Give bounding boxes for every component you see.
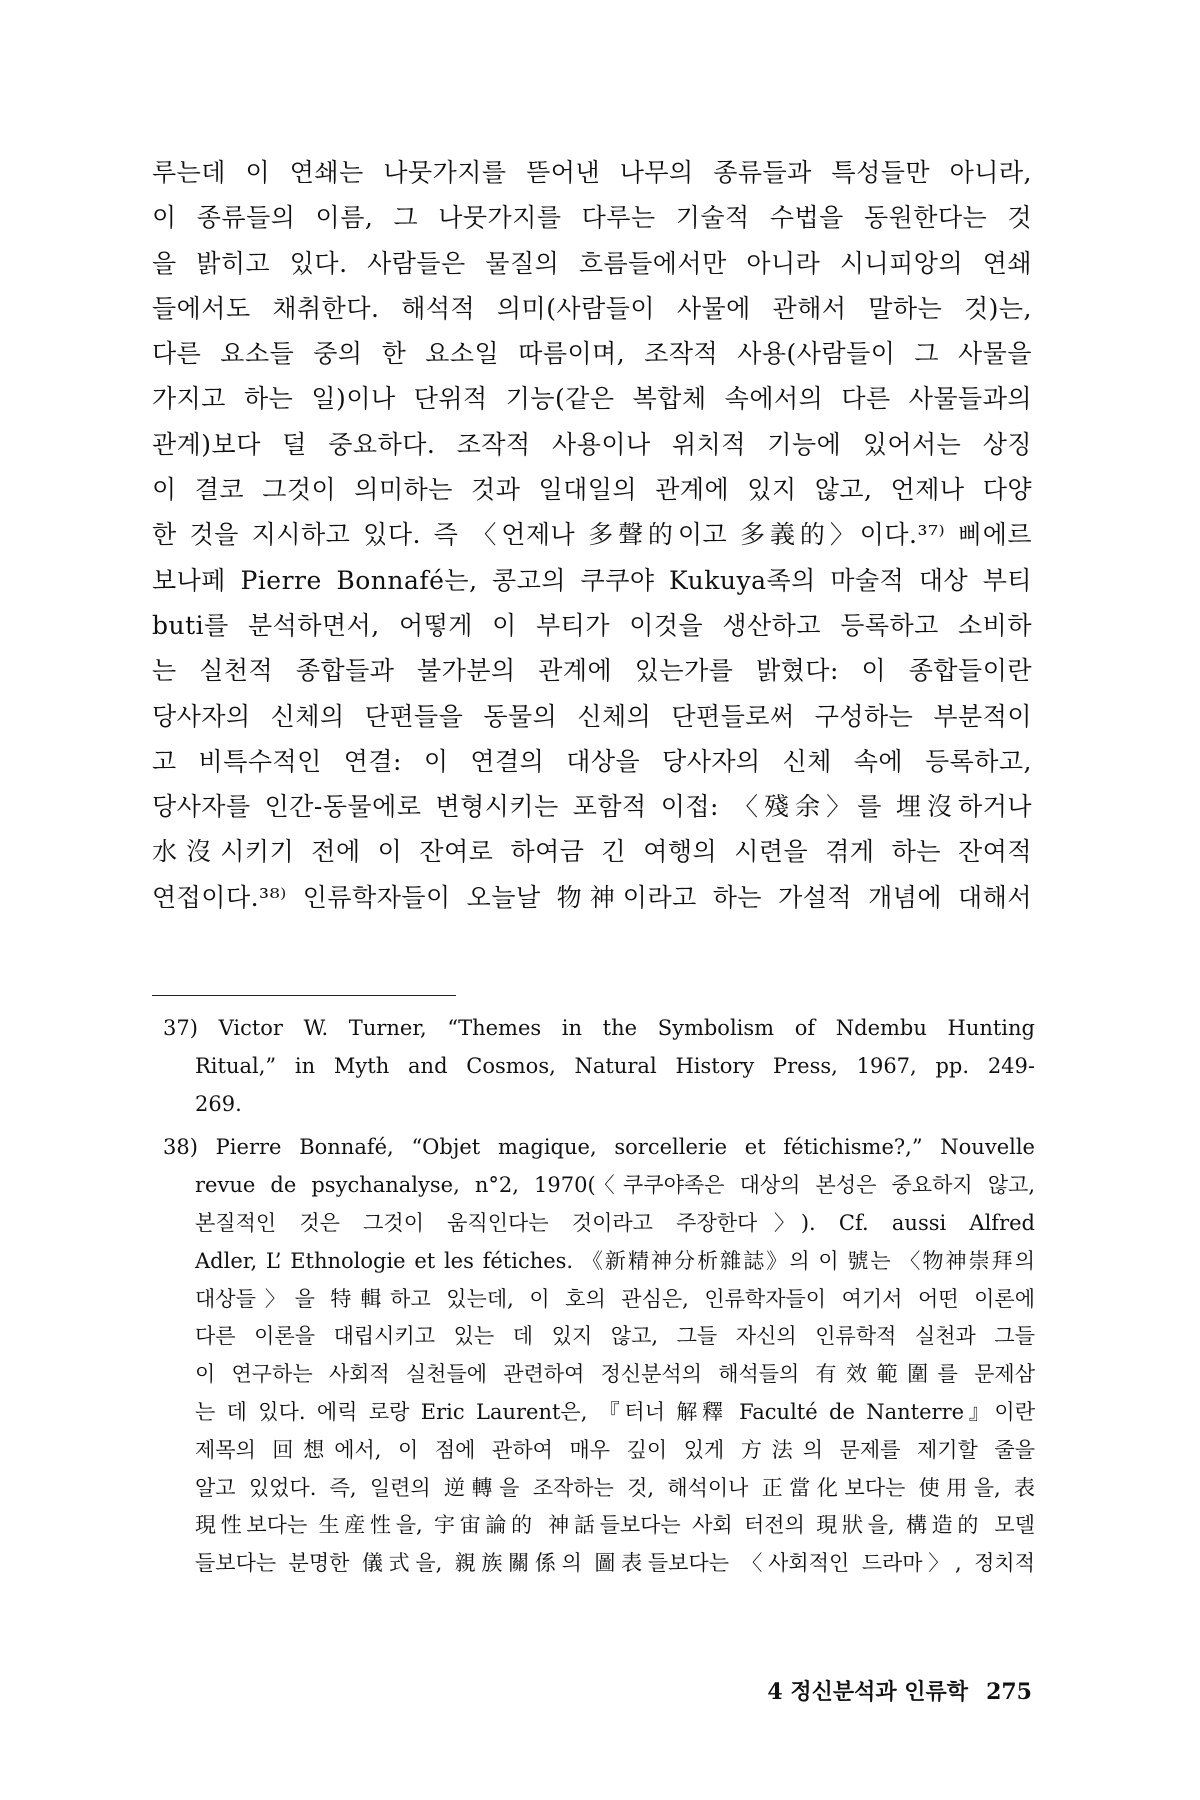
body-line: 루는데 이 연쇄는 나뭇가지를 뜯어낸 나무의 종류들과 특성들만 아니라, xyxy=(152,158,1032,187)
page-number: 275 xyxy=(986,1679,1032,1705)
footnote-line: 는 데 있다. 에릭 로랑 Eric Laurent은, 『터너 解釋 Faculté de Nanterre』이란 xyxy=(195,1399,1035,1424)
page-footer xyxy=(740,1674,1032,1710)
running-head: 4 정신분석과 인류학 xyxy=(767,1679,969,1705)
body-line: 을 밝히고 있다. 사람들은 물질의 흐름들에서만 아니라 시니피앙의 연쇄 xyxy=(152,248,1032,278)
body-line: 다른 요소들 중의 한 요소일 따름이며, 조작적 사용(사람들이 그 사물을 xyxy=(152,339,1032,369)
body-line: 는 실천적 종합들과 불가분의 관계에 있는가를 밝혔다: 이 종합들이란 xyxy=(152,656,1032,686)
footnote-line: 알고 있었다. 즉, 일련의 逆轉을 조작하는 것, 해석이나 正當化보다는 使用을, 表 xyxy=(195,1475,1035,1500)
footnote-divider xyxy=(152,995,456,996)
body-line: 이 결코 그것이 의미하는 것과 일대일의 관계에 있지 않고, 언제나 다양 xyxy=(152,475,1032,505)
footnote-text: Victor W. Turner, “Themes in the Symbolism of Ndembu Hunting xyxy=(218,1016,1035,1040)
body-line: 고 비특수적인 연결: 이 연결의 대상을 당사자의 신체 속에 등록하고, xyxy=(152,746,1032,776)
footnote-38 xyxy=(163,1129,1035,1583)
footnote-line: 다른 이론을 대립시키고 있는 데 있지 않고, 그들 자신의 인류학적 실천과 그들 xyxy=(195,1324,1035,1349)
footnote-first-line xyxy=(163,1129,1035,1167)
footnote-text: Pierre Bonnafé, “Objet magique, sorcellerie et fétichisme?,” Nouvelle xyxy=(215,1135,1035,1160)
body-line: 연접이다.³⁸⁾ 인류학자들이 오늘날 物神이라고 하는 가설적 개념에 대해서 xyxy=(152,882,1032,912)
body-line: 가지고 하는 일)이나 단위적 기능(같은 복합체 속에서의 다른 사물들과의 xyxy=(152,384,1032,414)
body-line: 한 것을 지시하고 있다. 즉 〈언제나 多聲的이고 多義的〉이다.³⁷⁾ 삐에르 xyxy=(152,520,1032,550)
footnote-line: 現性보다는 生産性을, 宇宙論的 神話들보다는 사회 터전의 現狀을, 構造的 모델 xyxy=(195,1513,1035,1538)
footnote-line: 들보다는 분명한 儀式을, 親族關係의 圖表들보다는 〈사회적인 드라마〉, 정치적 xyxy=(195,1551,1035,1576)
main-body-text xyxy=(152,150,1032,920)
body-line: 당사자의 신체의 단편들을 동물의 신체의 단편들로써 구성하는 부분적이 xyxy=(152,701,1032,731)
footnote-line: 제목의 回想에서, 이 점에 관하여 매우 깊이 있게 方法의 문제를 제기할 줄을 xyxy=(195,1437,1035,1462)
body-line: 당사자를 인간-동물에로 변형시키는 포함적 이접: 〈殘余〉를 埋沒하거나 xyxy=(152,792,1032,822)
body-line: 들에서도 채취한다. 해석적 의미(사람들이 사물에 관해서 말하는 것)는, xyxy=(152,293,1032,323)
footnotes xyxy=(163,1010,1035,1583)
body-line: 보나페 Pierre Bonnafé는, 콩고의 쿠쿠야 Kukuya족의 마술적 대상 부티 xyxy=(152,565,1032,595)
footnote-line: revue de psychanalyse, n°2, 1970(〈쿠쿠야족은 대상의 본성은 중요하지 않고, xyxy=(195,1173,1035,1198)
footnote-line: 본질적인 것은 그것이 움직인다는 것이라고 주장한다〉). Cf. aussi Alfred xyxy=(195,1210,1035,1235)
body-line: 水沒시키기 전에 이 잔여로 하여금 긴 여행의 시련을 겪게 하는 잔여적 xyxy=(152,837,1032,867)
footnote-line: 269. xyxy=(195,1091,242,1116)
footnote-line: 대상들〉을 特輯하고 있는데, 이 호의 관심은, 인류학자들이 여기서 어떤 이론에 xyxy=(195,1286,1035,1311)
footnote-number: 37) xyxy=(163,1016,198,1040)
footnote-line: Ritual,” in Myth and Cosmos, Natural History Press, 1967, pp. 249- xyxy=(195,1053,1035,1078)
footnote-first-line xyxy=(163,1010,1035,1048)
body-line: buti를 분석하면서, 어떻게 이 부티가 이것을 생산하고 등록하고 소비하 xyxy=(152,610,1032,640)
footnote-number: 38) xyxy=(163,1135,198,1160)
body-line: 이 종류들의 이름, 그 나뭇가지를 다루는 기술적 수법을 동원한다는 것 xyxy=(152,203,1032,233)
footnote-37 xyxy=(163,1010,1035,1123)
footnote-line: Adler, L’ Ethnologie et les fétiches. 《新精神分析雜誌》의 이 號는 〈物神崇拜의 xyxy=(195,1248,1035,1273)
footnote-line: 이 연구하는 사회적 실천들에 관련하여 정신분석의 해석들의 有效範圍를 문제삼 xyxy=(195,1362,1035,1387)
body-line: 관계)보다 덜 중요하다. 조작적 사용이나 위치적 기능에 있어서는 상징 xyxy=(152,429,1032,459)
